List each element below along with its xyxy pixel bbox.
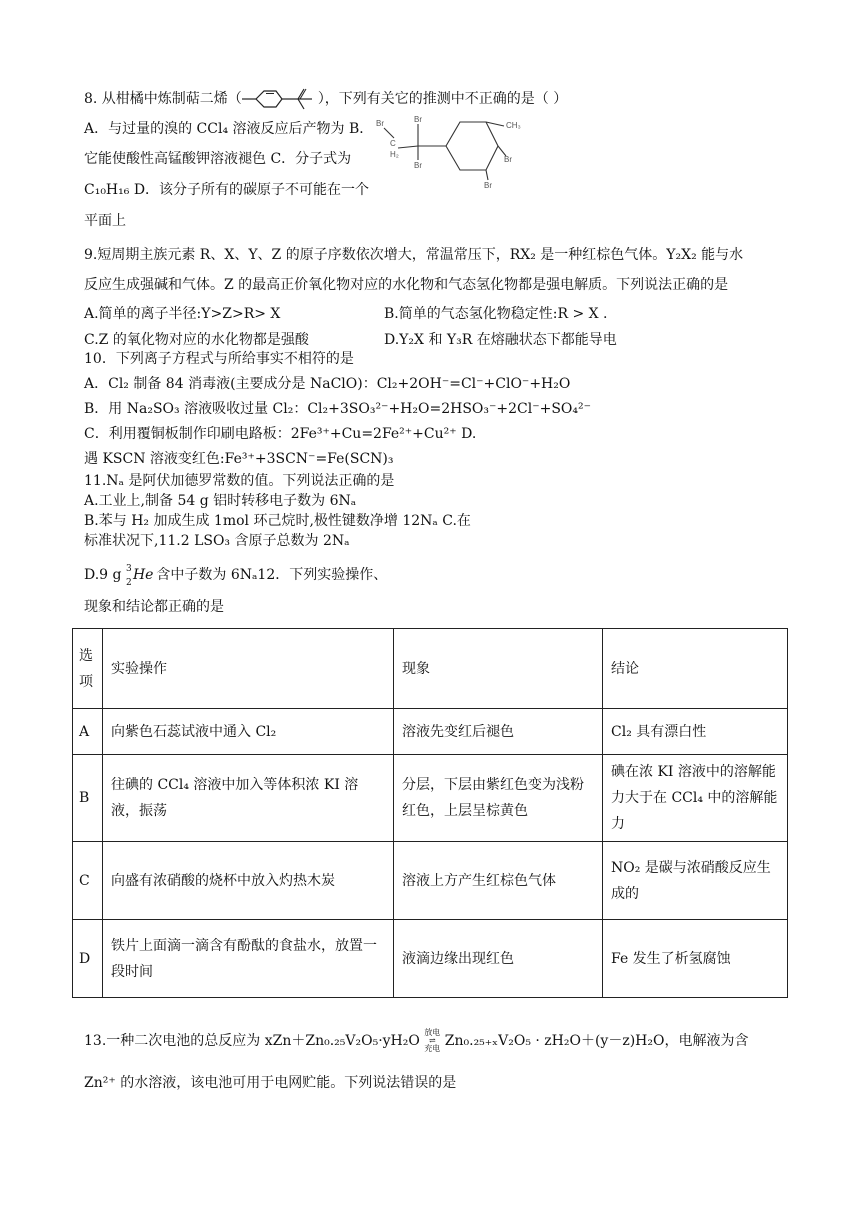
header-phenomenon: 现象 [394, 629, 603, 709]
q13-line1 [84, 1029, 748, 1053]
q11-d-post: 含中子数为 6Nₐ12．下列实验操作、 [156, 567, 388, 583]
he-atomic-number: 2 [125, 578, 132, 588]
row-phenomenon: 液滴边缘出现红色 [394, 920, 603, 998]
q9-option-d: D.Y₂X 和 Y₃R 在熔融状态下都能导电 [384, 332, 617, 348]
row-phenomenon: 溶液上方产生红棕色气体 [394, 842, 603, 920]
row-operation: 向紫色石蕊试液中通入 Cl₂ [103, 709, 394, 755]
arrow-charge-label: 充电 [424, 1044, 441, 1053]
q13-line1-post: Zn₀.₂₅₊ₓV₂O₅ · zH₂O＋(y－z)H₂O，电解液为含 [444, 1033, 749, 1049]
q13-line1-pre: 13.一种二次电池的总反应为 xZn＋Zn₀.₂₅V₂O₅·yH₂O [84, 1033, 420, 1049]
q11-d-pre: D.9 g [84, 567, 122, 583]
header-conclusion: 结论 [603, 629, 788, 709]
q8-line1-pre: 8. 从柑橘中炼制萜二烯（ [84, 91, 242, 107]
q11-option-d [84, 564, 388, 588]
q12-table [72, 628, 788, 998]
table-row [73, 709, 788, 755]
q8-line4: C₁₀H₁₆ D．该分子所有的碳原子不可能在一个 [84, 182, 370, 198]
h2-label: H₂ [390, 150, 399, 159]
ch2-label: C [390, 139, 396, 148]
q13-line2: Zn²⁺ 的水溶液，该电池可用于电网贮能。下列说法错误的是 [84, 1075, 457, 1091]
row-option: B [73, 755, 103, 842]
q8-line1-post: ），下列有关它的推测中不正确的是（ ） [317, 91, 568, 107]
row-conclusion: Cl₂ 具有漂白性 [603, 709, 788, 755]
reversible-arrow-icon: 放电 ⇌ 充电 [424, 1028, 441, 1053]
q8-line1 [84, 88, 567, 110]
he-symbol: He [132, 567, 154, 583]
bromination-product-structure [370, 112, 530, 194]
q10-option-b: B．用 Na₂SO₃ 溶液吸收过量 Cl₂：Cl₂+3SO₃²⁻+H₂O=2HSO₃⁻+2Cl⁻+SO₄²⁻ [84, 401, 592, 417]
row-phenomenon: 溶液先变红后褪色 [394, 709, 603, 755]
row-operation: 铁片上面滴一滴含有酚酞的食盐水，放置一段时间 [103, 920, 394, 998]
header-option: 选项 [73, 629, 103, 709]
row-conclusion: NO₂ 是碳与浓硝酸反应生成的 [603, 842, 788, 920]
q10-line1: 10．下列离子方程式与所给事实不相符的是 [84, 351, 354, 367]
q8-line2: A．与过量的溴的 CCl₄ 溶液反应后产物为 B． [84, 121, 374, 137]
table-row [73, 755, 788, 842]
row-conclusion: 碘在浓 KI 溶液中的溶解能力大于在 CCl₄ 中的溶解能力 [603, 755, 788, 842]
arrow-discharge-label: 放电 [424, 1028, 441, 1037]
table-row [73, 920, 788, 998]
br-label-2: Br [414, 115, 422, 124]
table-header-row [73, 629, 788, 709]
q11-option-c: 标准状况下,11.2 LSO₃ 含原子总数为 2Nₐ [84, 533, 350, 549]
row-operation: 往碘的 CCl₄ 溶液中加入等体积浓 KI 溶液，振荡 [103, 755, 394, 842]
he-mass-number: 3 [125, 564, 132, 574]
q9-option-c: C.Z 的氧化物对应的水化物都是强酸 [84, 332, 309, 348]
row-option: C [73, 842, 103, 920]
row-option: A [73, 709, 103, 755]
limonene-structure [242, 88, 318, 110]
q11-option-b: B.苯与 H₂ 加成生成 1mol 环己烷时,极性键数净增 12Nₐ C.在 [84, 513, 471, 529]
he-isotope [125, 564, 154, 588]
table-row [73, 842, 788, 920]
q11-option-a: A.工业上,制备 54 g 铝时转移电子数为 6Nₐ [84, 493, 357, 509]
br-label-1: Br [376, 119, 384, 128]
q8-line5: 平面上 [84, 213, 126, 229]
q10-option-a: A．Cl₂ 制备 84 消毒液(主要成分是 NaClO)：Cl₂+2OH⁻=Cl⁻+ClO⁻+H₂O [84, 376, 571, 392]
q9-line2: 反应生成强碱和气体。Z 的最高正价氧化物对应的水化物和气态氢化物都是强电解质。下列说法正确的是 [84, 277, 729, 293]
q8-line3: 它能使酸性高锰酸钾溶液褪色 C．分子式为 [84, 151, 352, 167]
q10-option-d: 遇 KSCN 溶液变红色:Fe³⁺+3SCN⁻=Fe(SCN)₃ [84, 451, 394, 467]
row-conclusion: Fe 发生了析氢腐蚀 [603, 920, 788, 998]
q12-lead: 现象和结论都正确的是 [84, 599, 224, 615]
row-phenomenon: 分层，下层由紫红色变为浅粉红色，上层呈棕黄色 [394, 755, 603, 842]
ch3-label: CH₃ [506, 121, 521, 130]
q10-option-c: C．利用覆铜板制作印刷电路板：2Fe³⁺+Cu=2Fe²⁺+Cu²⁺ D. [84, 426, 477, 442]
br-label-5: Br [484, 181, 492, 190]
header-operation: 实验操作 [103, 629, 394, 709]
br-label-4: Br [504, 155, 512, 164]
q9-option-a: A.简单的离子半径:Y>Z>R> X [84, 306, 281, 322]
q9-option-b: B.简单的气态氢化物稳定性:R > X . [384, 306, 608, 322]
br-label-3: Br [414, 161, 422, 170]
row-option: D [73, 920, 103, 998]
q9-line1: 9.短周期主族元素 R、X、Y、Z 的原子序数依次增大，常温常压下，RX₂ 是一种红棕色气体。Y₂X₂ 能与水 [84, 247, 744, 263]
q11-line1: 11.Nₐ 是阿伏加德罗常数的值。下列说法正确的是 [84, 473, 395, 489]
row-operation: 向盛有浓硝酸的烧杯中放入灼热木炭 [103, 842, 394, 920]
